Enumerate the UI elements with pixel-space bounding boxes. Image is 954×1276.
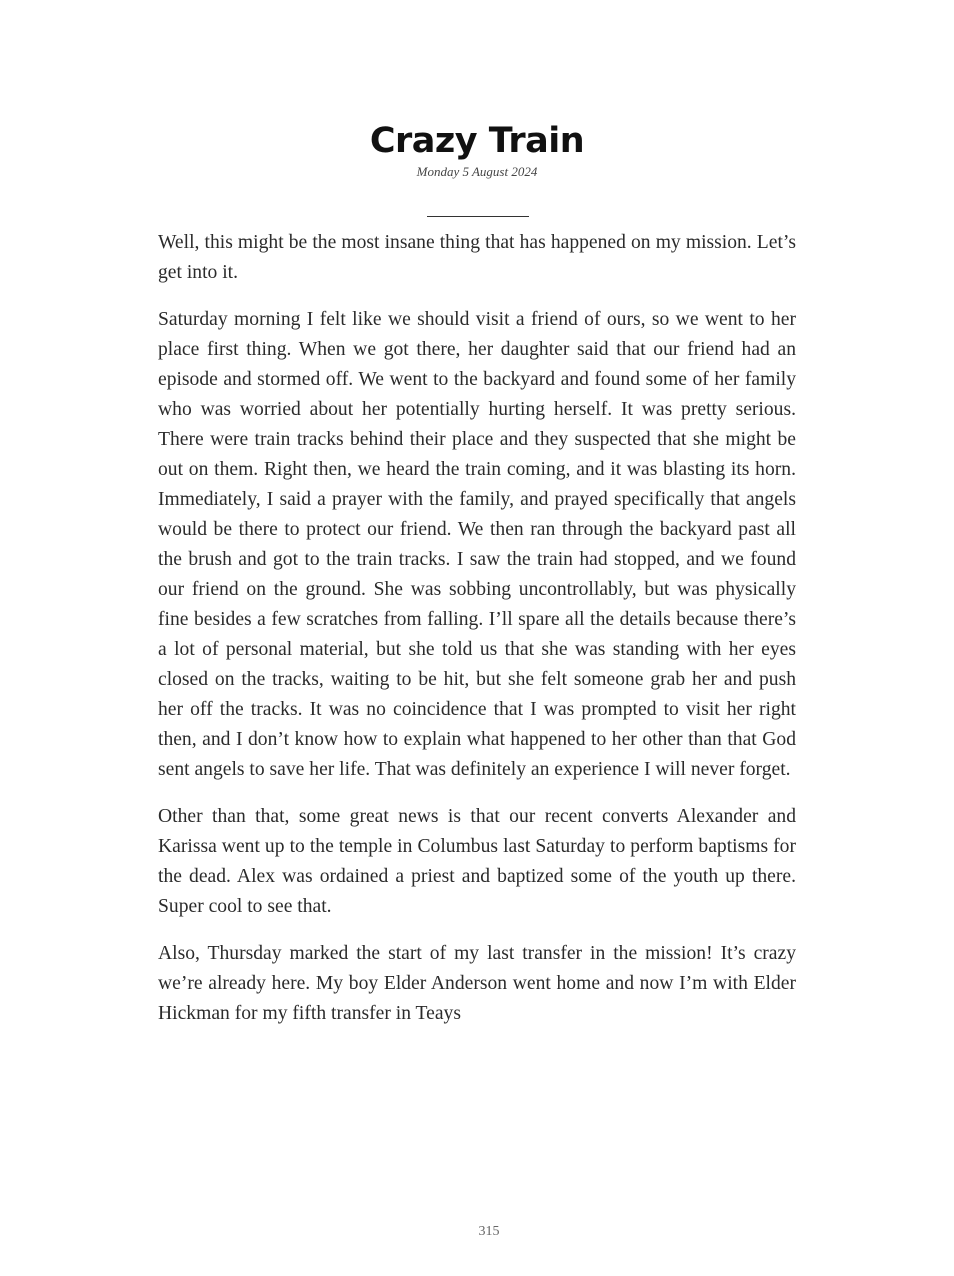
paragraph: Well, this might be the most insane thing that has happened on my mission. Let’s get into it. bbox=[158, 232, 796, 283]
paragraph: Also, Thursday marked the start of my last transfer in the mission! It’s crazy we’re already here. My boy Elder Anderson went home and now I’m with Elder Hickman for my fifth transfer in Teays bbox=[158, 943, 796, 1024]
page-title: Crazy Train bbox=[369, 121, 585, 161]
page-number: 315 bbox=[478, 1224, 500, 1239]
paragraph: Saturday morning I felt like we should visit a friend of ours, so we went to her place first thing. When we got there, her daughter said that our friend had an episode and stormed off. We went to the backyard and found some of her family who was worried about her potentially hurting herself. It was pretty serious. There were train tracks behind their place and they suspected that she might be out on them. Right then, we heard the train coming, and it was blasting its horn. Immediately, I said a prayer with the family, and prayed specifically that angels would be there to protect our friend. We then ran through the backyard past all the brush and got to the train tracks. I saw the train had stopped, and we found our friend on the ground. She was sobbing uncontrollably, but was physically fine besides a few scratches from falling. I’ll spare all the details because there’s a lot of personal material, but she told us that she was standing with her eyes closed on the tracks, waiting to be hit, but she felt someone grab her and push her off the tracks. It was no coincidence that I was prompted to visit her right then, and I don’t know how to explain what happened to her other than that God sent angels to save her life. That was definitely an experience I will never forget. bbox=[158, 309, 796, 780]
entry-body bbox=[158, 228, 796, 1046]
title-divider bbox=[427, 216, 529, 217]
entry-date: Monday 5 August 2024 bbox=[416, 164, 538, 179]
paragraph: Other than that, some great news is that our recent converts Alexander and Karissa went up to the temple in Columbus last Saturday to perform baptisms for the dead. Alex was ordained a priest and baptized some of the youth up there. Super cool to see that. bbox=[158, 806, 796, 917]
